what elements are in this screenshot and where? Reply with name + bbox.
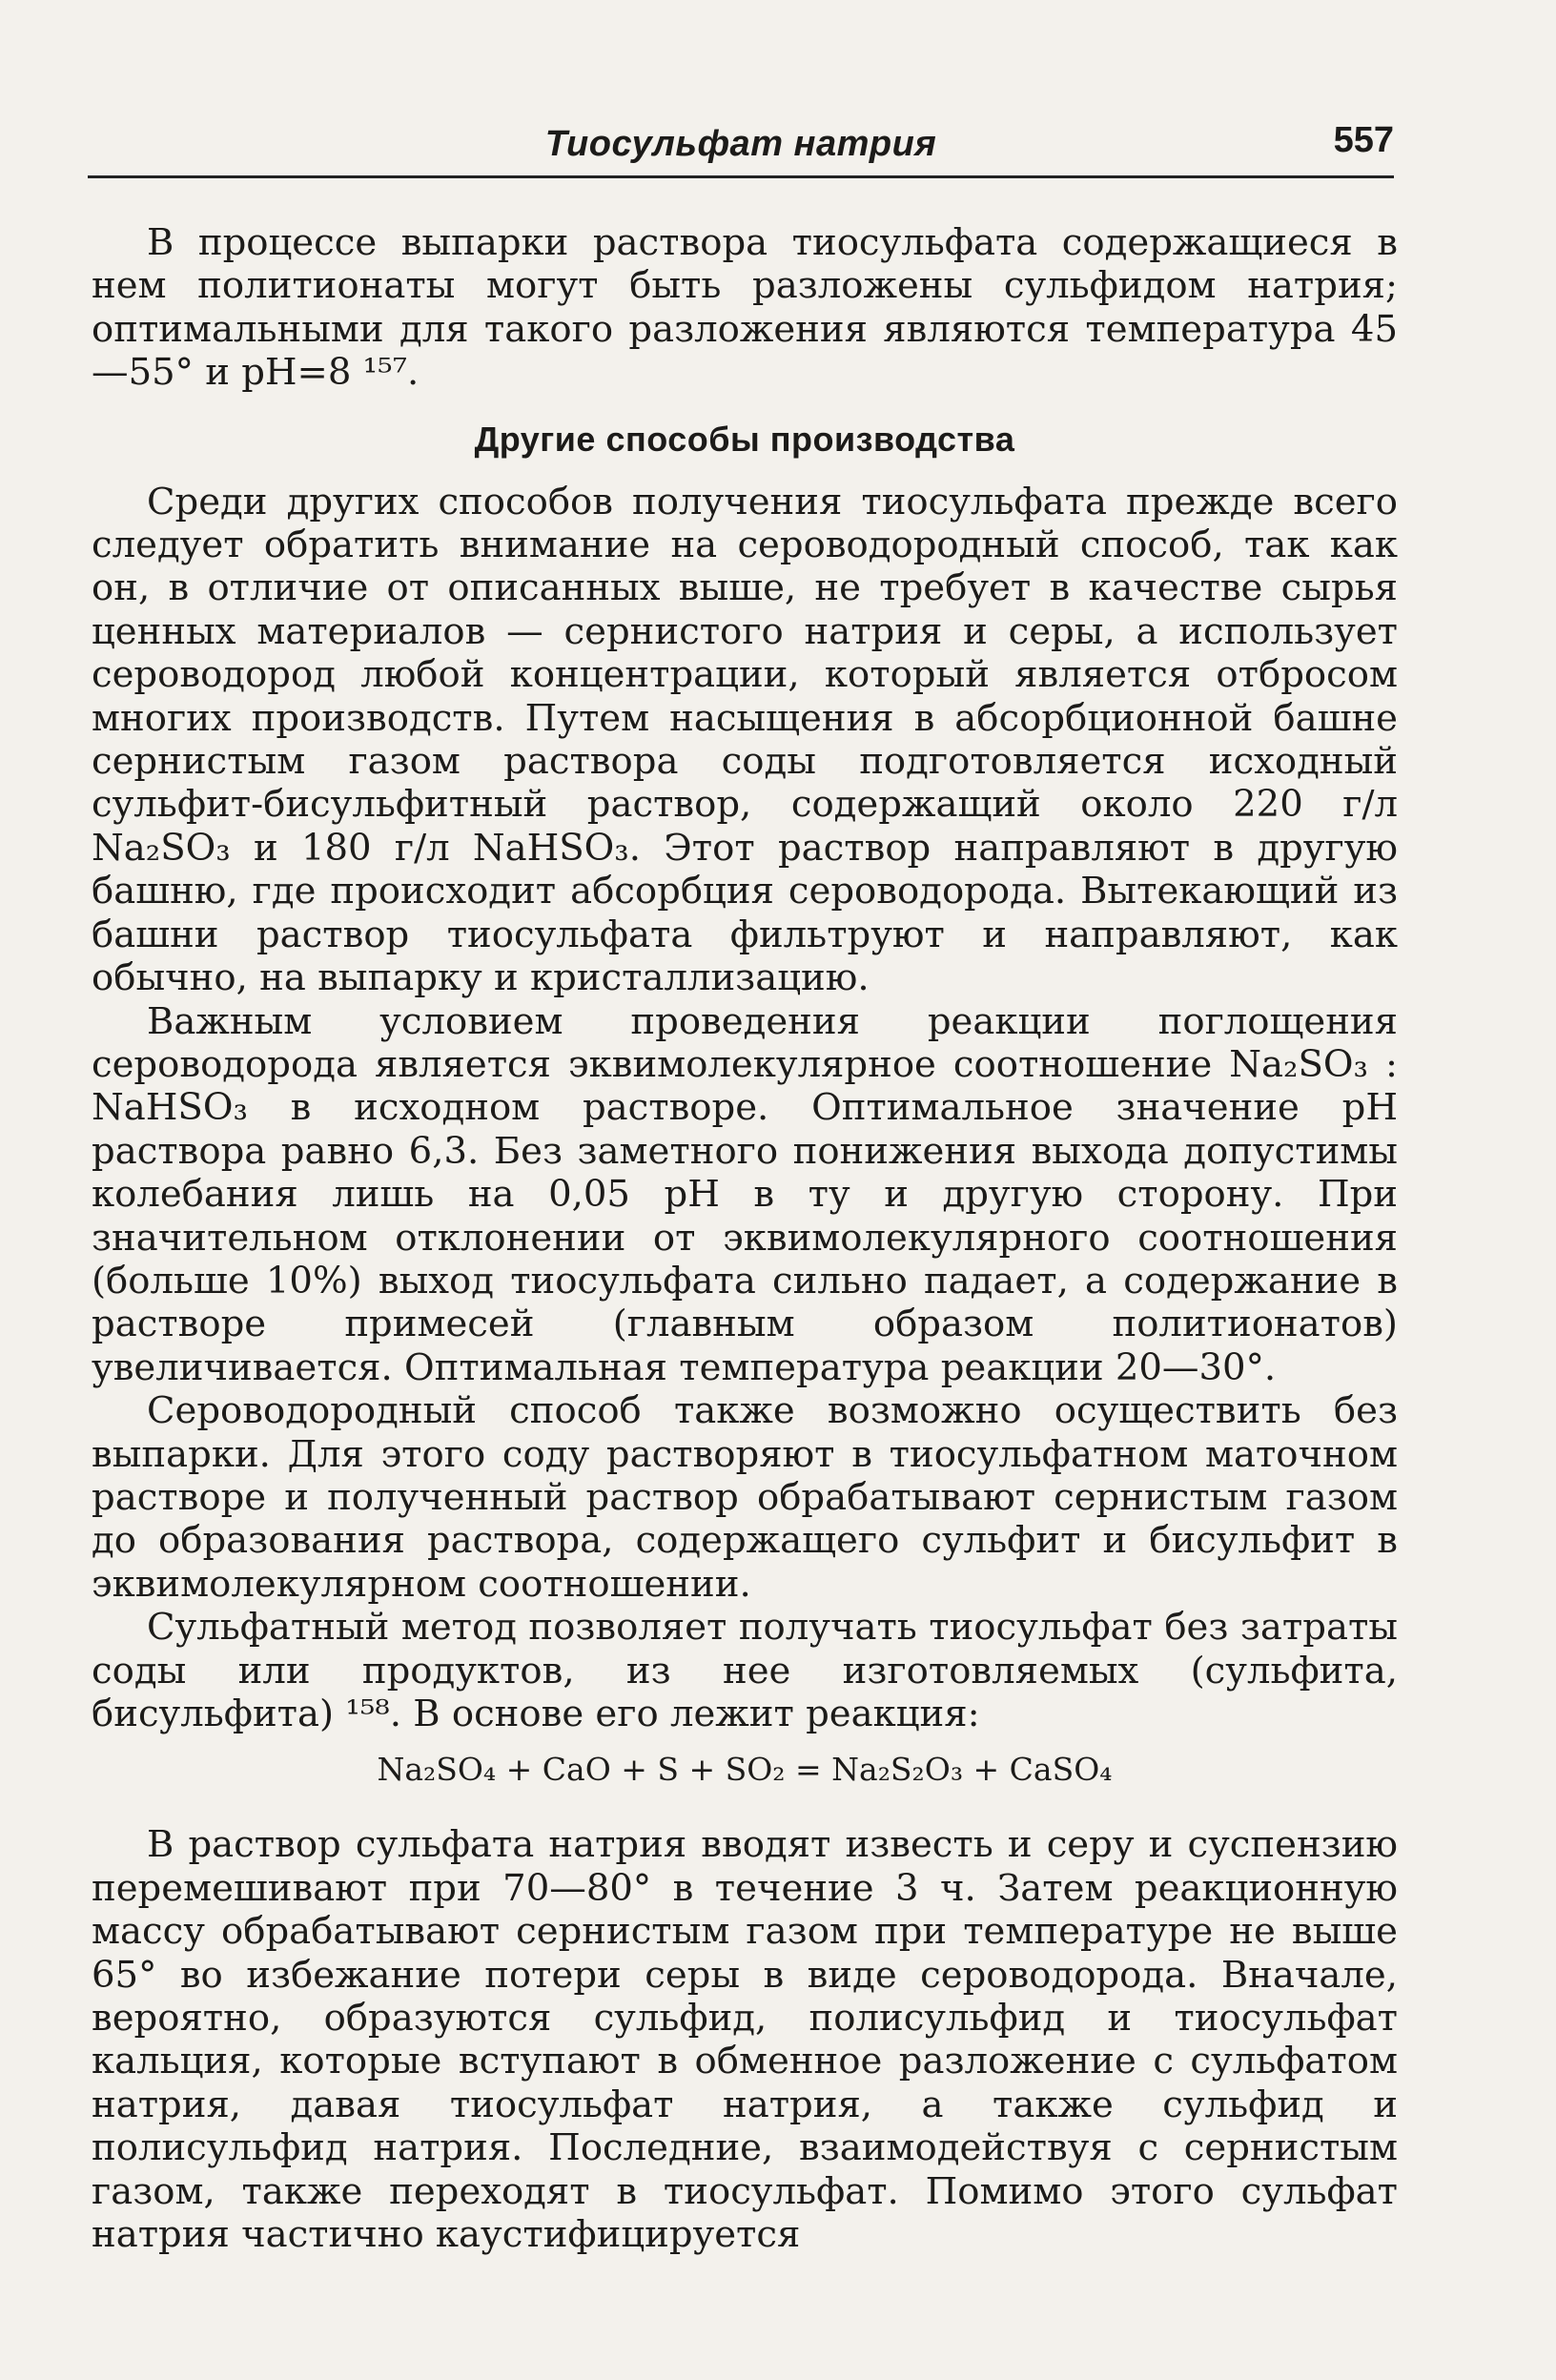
paragraph-evaporation: В процессе выпарки раствора тиосульфата содержащиеся в нем политионаты могут быть разложены сульфидом натрия; оптимальными для такого разложения являются температура 45—55° и pH=8 ¹⁵⁷. [92,221,1398,395]
page-number: 557 [1333,120,1394,160]
paragraph-sulfate-process: В раствор сульфата натрия вводят известь и серу и суспензию перемешивают при 70—80° в течение 3 ч. Затем реакционную массу обрабатывают сернистым газом при температуре не выше 65° во избежание потери серы в виде сероводорода. Вначале, вероятно, образуются сульфид, полисульфид и тиосульфат кальция, которые вступают в обменное разложение с сульфатом натрия, давая тиосульфат натрия, а также сульфид и полисульфид натрия. Последние, взаимодействуя с сернистым газом, также переходят в тиосульфат. Помимо этого сульфат натрия частично каустифицируется [92,1823,1398,2257]
paragraph-hydrogen-sulfide-method: Среди других способов получения тиосульфата прежде всего следует обратить внимание на сероводородный способ, так как он, в отличие от описанных выше, не требует в качестве сырья ценных материалов — сернистого натрия и серы, а использует сероводород любой концентрации, который является отбросом многих производств. Путем насыщения в абсорбционной башне сернистым газом раствора соды подготовляется исходный сульфит-бисульфитный раствор, содержащий около 220 г/л Na₂SO₃ и 180 г/л NaHSO₃. Этот раствор направляют в другую башню, где происходит абсорбция сероводорода. Вытекающий из башни раствор тиосульфата фильтруют и направляют, как обычно, на выпарку и кристаллизацию. [92,480,1398,1000]
running-title: Тиосульфат натрия [544,124,937,164]
page-body [92,221,1398,2256]
paragraph-sulfate-method: Сульфатный метод позволяет получать тиосульфат без затраты соды или продуктов, из нее изготовляемых (сульфита, бисульфита) ¹⁵⁸. В основе его лежит реакция: [92,1606,1398,1735]
page-header [88,113,1394,181]
reaction-formula: Na₂SO₄ + CaO + S + SO₂ = Na₂S₂O₃ + CaSO₄ [377,1751,1113,1789]
paragraph-reaction-conditions: Важным условием проведения реакции поглощения сероводорода является эквимолекулярное соотношение Na₂SO₃ : NaHSO₃ в исходном растворе. Оптимальное значение pH раствора равно 6,3. Без заметного понижения выхода допустимы колебания лишь на 0,05 pH в ту и другую сторону. При значительном отклонении от эквимолекулярного соотношения (больше 10%) выход тиосульфата сильно падает, а содержание в растворе примесей (главным образом политионатов) увеличивается. Оптимальная температура реакции 20—30°. [92,999,1398,1389]
paragraph-without-evaporation: Сероводородный способ также возможно осуществить без выпарки. Для этого соду растворяют в тиосульфатном маточном растворе и полученный раствор обрабатывают сернистым газом до образования раствора, содержащего сульфит и бисульфит в эквимолекулярном соотношении. [92,1389,1398,1606]
section-heading: Другие способы производства [474,419,1015,459]
header-rule [88,175,1394,178]
